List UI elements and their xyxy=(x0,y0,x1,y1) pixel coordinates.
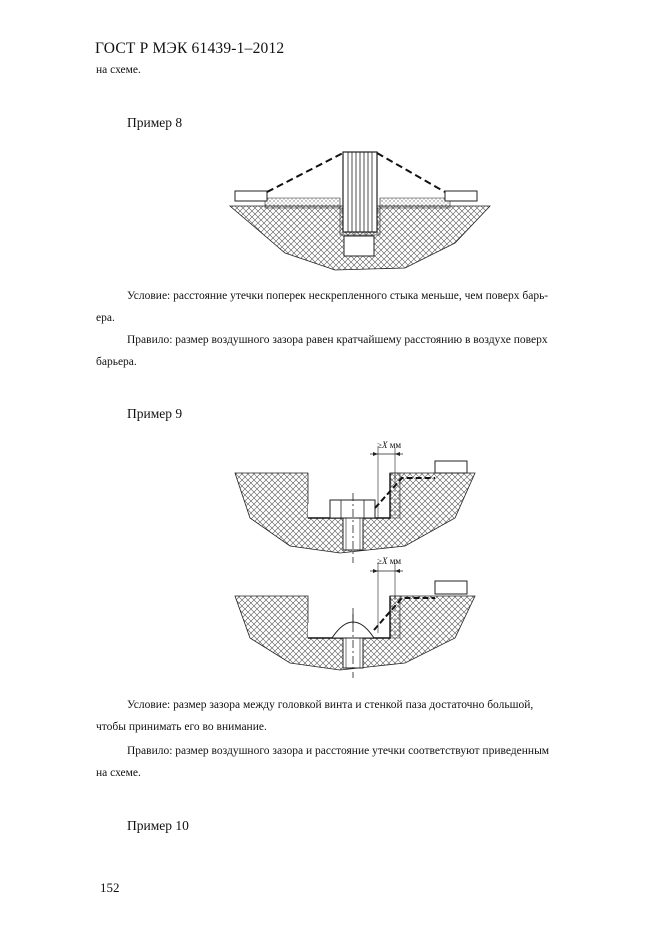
example-9-condition: Условие: размер зазора между головкой винта и стенкой паза достаточно большой, xyxy=(127,699,534,711)
left-block xyxy=(235,191,267,201)
example-9-rule-cont: на схеме. xyxy=(96,767,141,779)
right-block xyxy=(445,191,477,201)
lower-recess xyxy=(344,236,374,256)
upper-dimension-label: ≥X мм xyxy=(377,440,402,450)
lower-right-block xyxy=(435,581,467,594)
lower-dimension-label: ≥X мм xyxy=(377,556,402,566)
example-8-title: Пример 8 xyxy=(127,115,183,130)
example-8-rule-cont: барьера. xyxy=(96,356,137,368)
example-9-rule: Правило: размер воздушного зазора и расстояние утечки соответствуют приведенным xyxy=(127,745,550,757)
upper-right-block xyxy=(435,461,467,473)
continuation-text: на схеме. xyxy=(96,64,141,76)
upper-bolt-drawing xyxy=(235,440,475,563)
lower-screw-drawing xyxy=(235,556,475,678)
example-8-figure xyxy=(225,148,495,273)
example-8-condition-cont: ера. xyxy=(96,312,115,324)
document-header: ГОСТ Р МЭК 61439-1–2012 xyxy=(95,40,285,57)
example-9-condition-cont: чтобы принимать его во внимание. xyxy=(96,721,267,733)
example-9-title: Пример 9 xyxy=(127,406,183,421)
example-8-condition: Условие: расстояние утечки поперек нескрепленного стыка меньше, чем поверх барь- xyxy=(127,290,549,302)
example-9-figure xyxy=(230,438,480,678)
upper-hex-head xyxy=(330,500,375,518)
example-10-title: Пример 10 xyxy=(127,818,189,833)
example-8-rule: Правило: размер воздушного зазора равен кратчайшему расстоянию в воздухе поверх xyxy=(127,334,548,346)
page-number: 152 xyxy=(100,880,120,895)
